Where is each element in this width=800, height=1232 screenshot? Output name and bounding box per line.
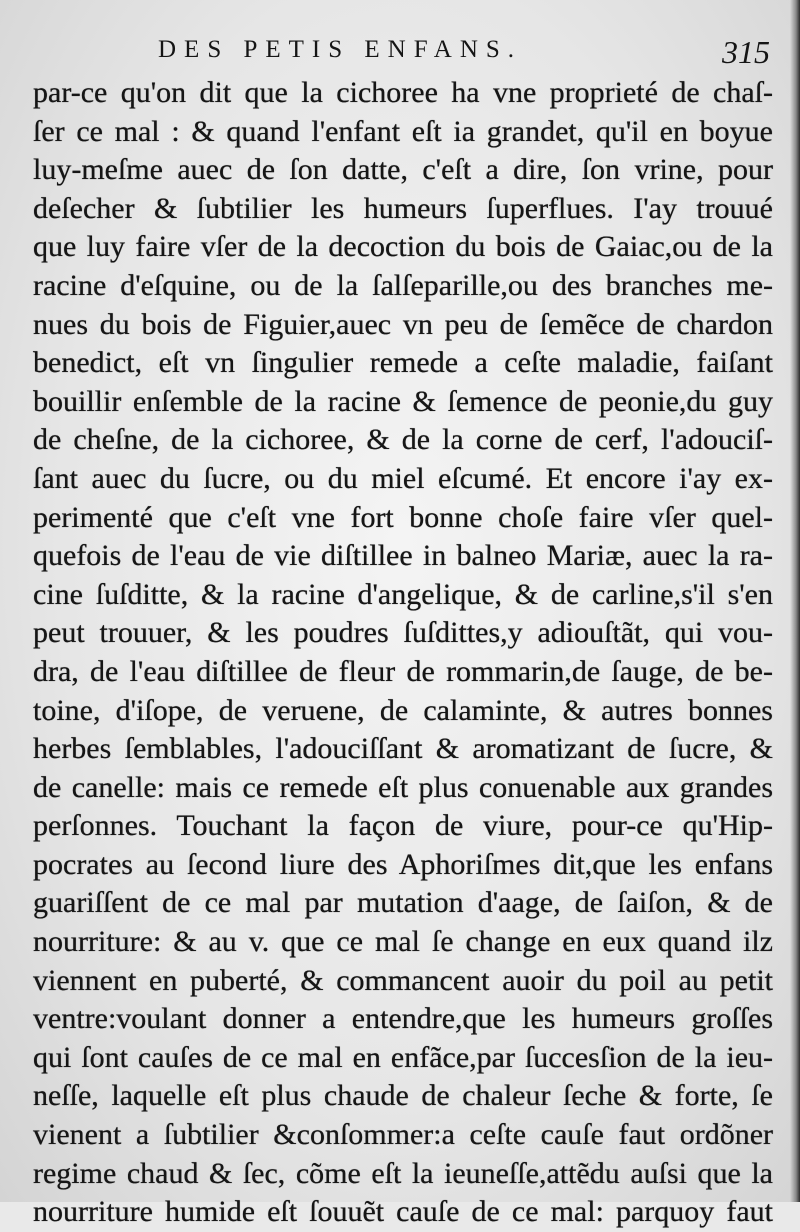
text-line: perſonnes. Touchant la façon de viure, pour-ce qu'Hip-: [33, 809, 773, 843]
text-line: neſſe, laquelle eſt plus chaude de chaleur ſeche & forte, ſe: [33, 1079, 773, 1113]
text-line: perimenté que c'eſt vne fort bonne choſe faire vſer quel-: [33, 500, 773, 534]
text-line: ventre:voulant donner a entendre,que les humeurs groſſes: [33, 1002, 773, 1036]
text-line: guariſſent de ce mal par mutation d'aage, de ſaiſon, & de: [33, 886, 773, 920]
body-text: [33, 74, 773, 1232]
text-line: cine ſuſditte, & la racine d'angelique, & de carline,s'il s'en: [33, 577, 773, 611]
text-line: quefois de l'eau de vie diſtillee in balneo Mariæ, auec la ra-: [33, 539, 773, 573]
text-line: de cheſne, de la cichoree, & de la corne de cerf, l'adouciſ-: [33, 423, 773, 457]
text-line: nourriture: & au v. que ce mal ſe change en eux quand ilz: [33, 925, 773, 959]
text-line: deſecher & ſubtilier les humeurs ſuperflues. I'ay trouué: [33, 191, 773, 225]
running-head: [150, 36, 790, 76]
text-line: de canelle: mais ce remede eſt plus conuenable aux grandes: [33, 770, 773, 804]
text-line: viennent en puberté, & commancent auoir du poil au petit: [33, 963, 773, 997]
text-line: regime chaud & ſec, cõme eſt la ieuneſſe,attẽdu auſsi que la: [33, 1156, 773, 1190]
text-line: pocrates au ſecond liure des Aphoriſmes dit,que les enfans: [33, 847, 773, 881]
text-line: ſant auec du ſucre, ou du miel eſcumé. Et encore i'ay ex-: [33, 461, 773, 495]
text-line: bouillir enſemble de la racine & ſemence de peonie,du guy: [33, 384, 773, 418]
page-edge-shadow: [790, 0, 800, 1202]
text-line: nues du bois de Figuier,auec vn peu de ſemẽce de chardon: [33, 307, 773, 341]
text-line: vienent a ſubtilier &conſommer:a ceſte cauſe faut ordõner: [33, 1118, 773, 1152]
text-line: nourriture humide eſt ſouuẽt cauſe de ce mal: parquoy faut: [33, 1195, 773, 1229]
text-line: luy-meſme auec de ſon datte, c'eſt a dire, ſon vrine, pour: [33, 153, 773, 187]
text-line: herbes ſemblables, l'adouciſſant & aromatizant de ſucre, &: [33, 732, 773, 766]
text-line: toine, d'iſope, de veruene, de calaminte, & autres bonnes: [33, 693, 773, 727]
text-line: par-ce qu'on dit que la cichoree ha vne proprieté de chaſ-: [33, 76, 773, 109]
running-head-title: DES PETIS ENFANS.: [158, 36, 523, 63]
text-line: dra, de l'eau diſtillee de fleur de rommarin,de ſauge, de be-: [33, 654, 773, 688]
text-line: qui ſont cauſes de ce mal en enfãce,par ſuccesſion de la ieu-: [33, 1040, 773, 1074]
text-line: que luy faire vſer de la decoction du bois de Gaiac,ou de la: [33, 230, 773, 264]
text-line: peut trouuer, & les poudres ſuſdittes,y adiouſtãt, qui vou-: [33, 616, 773, 650]
page-number: 315: [722, 34, 770, 70]
text-line: ſer ce mal : & quand l'enfant eſt ia grandet, qu'il en boyue: [33, 114, 773, 148]
text-line: benedict, eſt vn ſingulier remede a ceſte maladie, faiſant: [33, 346, 773, 380]
text-line: racine d'eſquine, ou de la ſalſeparille,ou des branches me-: [33, 268, 773, 302]
